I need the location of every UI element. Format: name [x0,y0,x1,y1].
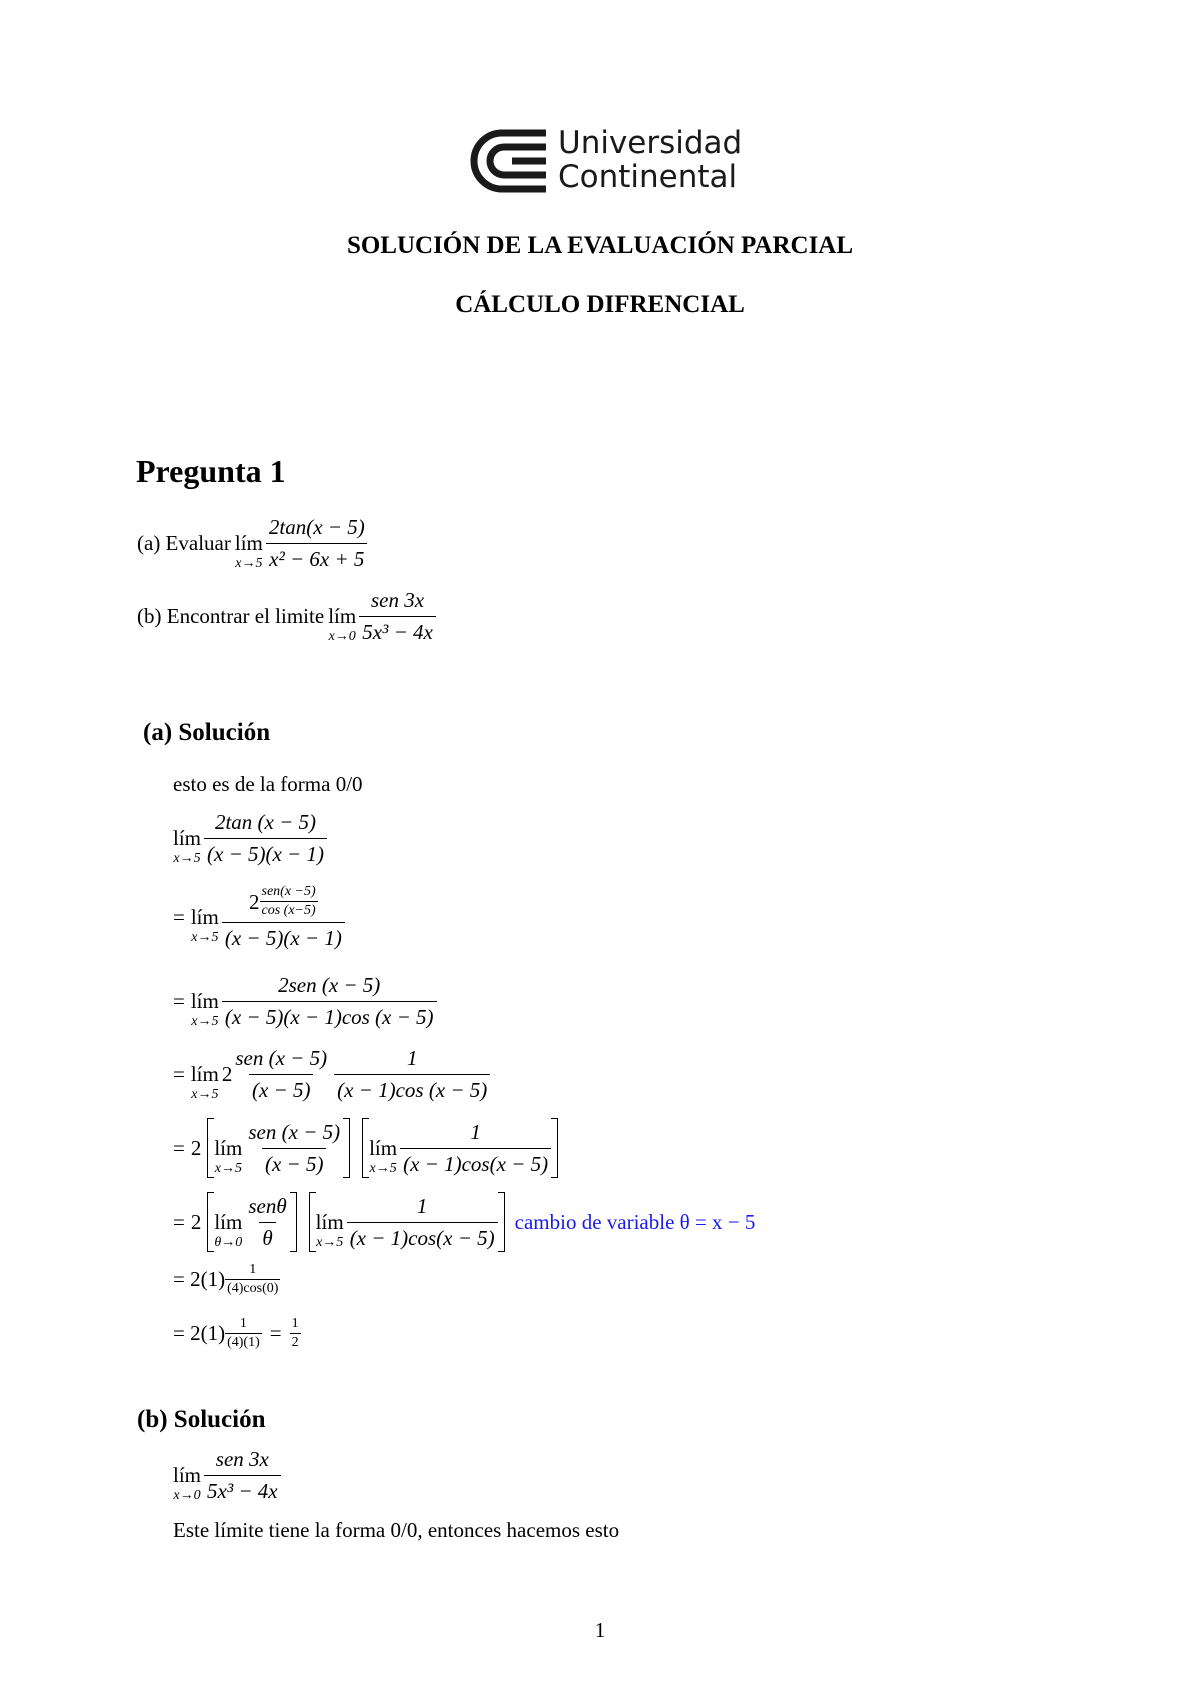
solution-a-step-5: = 2 lím x→5 $\frac{\text{sen (x − 5)}}{(x - 5)}$ lím x→5 $\frac{1}{(x - 1)\cos(x - 5)}$ [173,1118,564,1178]
logo-line-1: Universidad [558,125,743,161]
question-a-label: (a) Evaluar [137,530,231,555]
solution-a-step-2: = lím x→5 2 $\frac{\text{sen(x −5)}}{\cos (x-5)}$ (x − 5)(x − 1) [173,884,345,950]
limit-operator: lím x→0 [328,604,357,644]
solution-a-step-6: = 2 lím θ→0 $\frac{\text{senθ}}{\theta}$ lím x→5 $\frac{1}{(x - 1)\cos(x - 5)}$ cambio de variable θ = x − 5 [173,1192,755,1252]
question-a [137,515,368,571]
variable-change-note: cambio de variable θ = x − 5 [514,1209,756,1234]
logo-text [558,126,742,194]
solution-a-step-7: = 2(1) $\frac{1}{(4)\cos(0)}$ [173,1262,279,1297]
document-title: SOLUCIÓN DE LA EVALUACIÓN PARCIAL [346,232,854,259]
question-b-fraction: $\frac{\text{sen 3x}}{\text{5x³ − 4x}}$ [359,588,436,643]
solution-a-step-4: = lím x→5 2 $\frac{\text{sen (x − 5)}}{(x - 5)}$ $\frac{1}{(x - 1)\cos (x - 5)}$ [173,1046,490,1102]
logo-line-2: Continental [558,159,738,195]
question-a-fraction: $\frac{2\tan(x - 5)}{\text{x² − 6x + 5}}$ [266,515,368,570]
document-subtitle: CÁLCULO DIFRENCIAL [455,291,745,318]
universidad-continental-logo-icon [466,128,548,194]
solution-a-heading: (a) Solución [143,719,271,746]
solution-b-text: Este límite tiene la forma 0/0, entonces hacemos esto [173,1518,620,1542]
solution-a-step-1: lím x→5 $\frac{2\tan (x - 5)}{(x - 5)(x - 1)}$ [173,810,327,866]
section-heading: Pregunta 1 [136,453,286,489]
limit-operator: lím x→5 [234,531,263,571]
solution-a-step-8: = 2(1) $\frac{1}{(4)(1)}$ = $\frac{1}{2}$ [173,1316,299,1351]
solution-b-heading: (b) Solución [137,1406,266,1433]
question-b-label: (b) Encontrar el limite [137,603,325,628]
solution-a-step-3: = lím x→5 $\frac{\text{2sen (x − 5)}}{(x - 5)(x - 1)\cos (x - 5)}$ [173,973,437,1029]
solution-a-intro: esto es de la forma 0/0 [173,772,363,796]
solution-b-step-1: lím x→0 $\frac{\text{sen 3x}}{\text{5x³ − 4x}}$ [173,1447,281,1503]
question-b [137,588,436,644]
university-logo [466,125,756,195]
page-number: 1 [594,1618,606,1642]
